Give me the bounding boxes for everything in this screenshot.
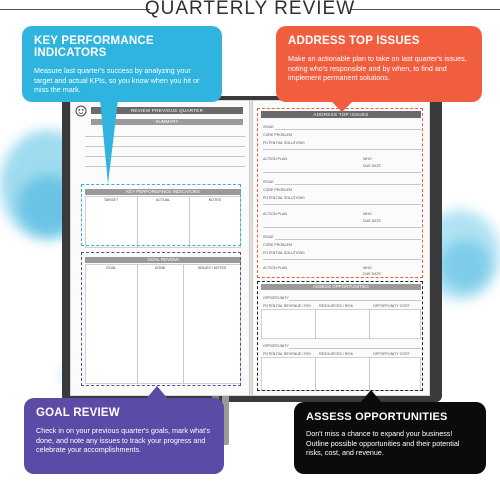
kpi-callout-body: Measure last quarter's success by analyzing your target and actual KPIs, so you know when you hit or miss the mark. [34,66,200,94]
action-plan-label: ACTION PLAN [263,266,287,270]
action-plan-label: ACTION PLAN [263,212,287,216]
goal-col-issues: ISSUES / NOTES [197,266,227,270]
core-problem-label: CORE PROBLEM [263,243,292,247]
opportunities-callout-pointer [360,390,382,404]
issues-callout-pointer [330,100,354,114]
issues-callout [276,26,482,102]
core-problem-label: CORE PROBLEM [263,133,292,137]
who-label: WHO [363,212,372,216]
due-date-label: DUE DATE [363,164,381,168]
issues-highlight [257,108,423,278]
action-plan-label: ACTION PLAN [263,157,287,161]
goal-callout-title: GOAL REVIEW [36,407,120,419]
summary-header: SUMMARY [91,119,243,125]
planner-spine [249,100,253,396]
issue-label: ISSUE [263,235,274,239]
kpi-col-notes: NOTES [208,198,222,202]
left-page-header: REVIEW PREVIOUS QUARTER [91,107,243,114]
logo-icon [75,105,87,117]
opp-col-cost: OPPORTUNITY COST [373,352,410,356]
opp-col-revenue: POTENTIAL REVENUE / ROI [263,304,311,308]
goal-callout-pointer [146,386,168,400]
goal-table-header: GOAL REVIEW [85,257,241,263]
opp-col-cost: OPPORTUNITY COST [373,304,410,308]
goal-col-goal: GOAL [106,266,116,270]
watercolor-wash [440,240,490,290]
opp-col-resources: RESOURCES / RISK [319,304,354,308]
issue-label: ISSUE [263,180,274,184]
who-label: WHO [363,157,372,161]
right-page-header: ADDRESS TOP ISSUES [261,111,421,118]
opportunities-highlight [257,281,423,391]
issues-callout-body: Make an actionable plan to take on last quarter's issues, noting who's responsible and by when, to find and implement permanent solutions. [288,54,467,82]
issue-label: ISSUE [263,125,274,129]
potential-solutions-label: POTENTIAL SOLUTIONS [263,196,305,200]
kpi-callout-title: KEY PERFORMANCE INDICATORS [34,35,154,59]
opp-col-revenue: POTENTIAL REVENUE / ROI [263,352,311,356]
kpi-callout-pointer [96,100,122,184]
opportunity-label: OPPORTUNITY [263,296,289,300]
page-title: QUARTERLY REVIEW [144,0,356,19]
kpi-col-actual: ACTUAL [155,198,171,202]
opp-col-resources: RESOURCES / RISK [319,352,354,356]
potential-solutions-label: POTENTIAL SOLUTIONS [263,251,305,255]
goal-col-done: DONE [154,266,166,270]
who-label: WHO [363,266,372,270]
opportunities-callout [294,402,486,474]
core-problem-label: CORE PROBLEM [263,188,292,192]
opportunities-header: ASSESS OPPORTUNITIES [261,284,421,290]
opportunity-label: OPPORTUNITY [263,344,289,348]
kpi-col-target: TARGET [103,198,119,202]
goal-highlight [81,252,241,386]
kpi-highlight [81,184,241,246]
kpi-callout [22,26,222,102]
opportunities-callout-title: ASSESS OPPORTUNITIES [306,411,448,423]
potential-solutions-label: POTENTIAL SOLUTIONS [263,141,305,145]
kpi-table-header: KEY PERFORMANCE INDICATORS [85,189,241,195]
due-date-label: DUE DATE [363,272,381,276]
issues-callout-title: ADDRESS TOP ISSUES [288,35,420,47]
opportunities-callout-body: Don't miss a chance to expand your business! Outline possible opportunities and their potential risks, cost, and revenue. [306,429,460,457]
goal-callout-body: Check in on your previous quarter's goals, mark what's done, and note any issues to track your progress and celebrate your accomplishments. [36,426,211,454]
goal-callout [24,398,224,474]
due-date-label: DUE DATE [363,219,381,223]
